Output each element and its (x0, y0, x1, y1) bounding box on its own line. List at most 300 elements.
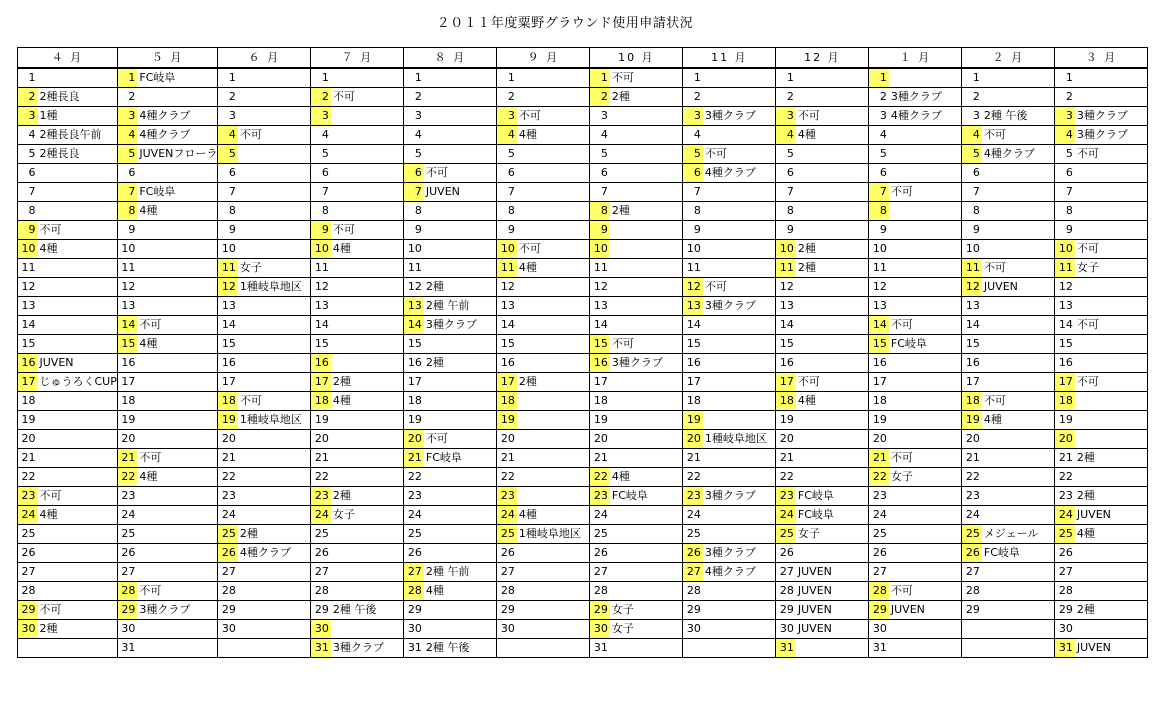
booking-cell[interactable] (889, 297, 962, 316)
day-number-cell[interactable]: 16 (962, 354, 982, 373)
booking-cell[interactable]: JUVEN (889, 601, 962, 620)
booking-cell[interactable] (238, 430, 311, 449)
booking-cell[interactable] (610, 449, 683, 468)
day-number-cell[interactable]: 18 (218, 392, 238, 411)
day-number-cell[interactable]: 30 (776, 620, 796, 639)
day-number-cell[interactable]: 7 (1055, 183, 1075, 202)
booking-cell[interactable] (517, 601, 590, 620)
booking-cell[interactable] (889, 639, 962, 658)
day-number-cell[interactable]: 18 (117, 392, 137, 411)
day-number-cell[interactable]: 13 (218, 297, 238, 316)
day-number-cell[interactable]: 26 (776, 544, 796, 563)
day-number-cell[interactable]: 27 (683, 563, 703, 582)
day-number-cell[interactable]: 30 (18, 620, 38, 639)
booking-cell[interactable] (1075, 183, 1148, 202)
day-number-cell[interactable]: 7 (962, 183, 982, 202)
day-number-cell[interactable]: 3 (218, 107, 238, 126)
day-number-cell[interactable]: 30 (497, 620, 517, 639)
day-number-cell[interactable]: 23 (311, 487, 331, 506)
booking-cell[interactable]: 3種クラブ (610, 354, 683, 373)
booking-cell[interactable]: JUVENフローラ (137, 145, 218, 164)
booking-cell[interactable] (1075, 563, 1148, 582)
day-number-cell[interactable]: 15 (869, 335, 889, 354)
booking-cell[interactable] (424, 506, 497, 525)
day-number-cell[interactable]: 10 (776, 240, 796, 259)
booking-cell[interactable] (982, 468, 1055, 487)
booking-cell[interactable] (796, 639, 869, 658)
day-number-cell[interactable]: 18 (869, 392, 889, 411)
day-number-cell[interactable]: 16 (1055, 354, 1075, 373)
day-number-cell[interactable]: 22 (1055, 468, 1075, 487)
booking-cell[interactable] (238, 620, 311, 639)
booking-cell[interactable]: 不可 (38, 601, 118, 620)
booking-cell[interactable] (703, 392, 776, 411)
day-number-cell[interactable]: 4 (869, 126, 889, 145)
booking-cell[interactable] (517, 430, 590, 449)
day-number-cell[interactable]: 4 (683, 126, 703, 145)
booking-cell[interactable] (610, 316, 683, 335)
day-number-cell[interactable]: 5 (776, 145, 796, 164)
booking-cell[interactable]: 4種 (137, 335, 218, 354)
booking-cell[interactable] (137, 563, 218, 582)
day-number-cell[interactable]: 9 (1055, 221, 1075, 240)
booking-cell[interactable] (517, 487, 590, 506)
booking-cell[interactable] (238, 145, 311, 164)
booking-cell[interactable]: 4種 (517, 126, 590, 145)
day-number-cell[interactable]: 6 (404, 164, 424, 183)
booking-cell[interactable]: 2種 (424, 278, 497, 297)
booking-cell[interactable] (517, 544, 590, 563)
booking-cell[interactable] (1075, 430, 1148, 449)
booking-cell[interactable] (610, 297, 683, 316)
booking-cell[interactable]: 不可 (238, 392, 311, 411)
day-number-cell[interactable]: 31 (404, 639, 424, 658)
booking-cell[interactable] (703, 240, 776, 259)
day-number-cell[interactable]: 27 (18, 563, 38, 582)
day-number-cell[interactable]: 23 (869, 487, 889, 506)
day-number-cell[interactable]: 13 (1055, 297, 1075, 316)
booking-cell[interactable] (796, 297, 869, 316)
day-number-cell[interactable]: 28 (311, 582, 331, 601)
day-number-cell[interactable]: 10 (869, 240, 889, 259)
booking-cell[interactable] (331, 468, 404, 487)
booking-cell[interactable]: JUVEN (796, 601, 869, 620)
day-number-cell[interactable]: 20 (683, 430, 703, 449)
day-number-cell[interactable]: 17 (117, 373, 137, 392)
day-number-cell[interactable]: 16 (497, 354, 517, 373)
day-number-cell[interactable]: 11 (117, 259, 137, 278)
booking-cell[interactable] (331, 316, 404, 335)
day-number-cell[interactable]: 24 (869, 506, 889, 525)
day-number-cell[interactable]: 3 (1055, 107, 1075, 126)
day-number-cell[interactable]: 11 (962, 259, 982, 278)
booking-cell[interactable] (238, 316, 311, 335)
day-number-cell[interactable]: 28 (776, 582, 796, 601)
booking-cell[interactable]: 不可 (889, 183, 962, 202)
day-number-cell[interactable]: 24 (1055, 506, 1075, 525)
booking-cell[interactable] (331, 259, 404, 278)
booking-cell[interactable] (424, 544, 497, 563)
booking-cell[interactable] (703, 126, 776, 145)
day-number-cell[interactable]: 26 (962, 544, 982, 563)
booking-cell[interactable] (796, 468, 869, 487)
day-number-cell[interactable]: 7 (404, 183, 424, 202)
day-number-cell[interactable]: 29 (311, 601, 331, 620)
day-number-cell[interactable]: 16 (311, 354, 331, 373)
booking-cell[interactable] (982, 487, 1055, 506)
booking-cell[interactable] (982, 68, 1055, 88)
day-number-cell[interactable]: 27 (218, 563, 238, 582)
day-number-cell[interactable]: 12 (1055, 278, 1075, 297)
day-number-cell[interactable]: 24 (117, 506, 137, 525)
day-number-cell[interactable]: 23 (497, 487, 517, 506)
day-number-cell[interactable]: 23 (962, 487, 982, 506)
booking-cell[interactable]: 不可 (331, 221, 404, 240)
booking-cell[interactable] (331, 164, 404, 183)
booking-cell[interactable] (796, 430, 869, 449)
day-number-cell[interactable]: 1 (683, 68, 703, 88)
booking-cell[interactable]: 4種 (331, 392, 404, 411)
day-number-cell[interactable]: 22 (404, 468, 424, 487)
day-number-cell[interactable]: 23 (218, 487, 238, 506)
booking-cell[interactable] (238, 183, 311, 202)
day-number-cell[interactable]: 1 (117, 68, 137, 88)
booking-cell[interactable]: 女子 (610, 620, 683, 639)
booking-cell[interactable] (610, 373, 683, 392)
booking-cell[interactable] (331, 411, 404, 430)
booking-cell[interactable]: 2種 (1075, 601, 1148, 620)
booking-cell[interactable] (889, 373, 962, 392)
booking-cell[interactable]: 4種クラブ (889, 107, 962, 126)
booking-cell[interactable]: 1種岐阜地区 (238, 411, 311, 430)
booking-cell[interactable] (982, 601, 1055, 620)
day-number-cell[interactable]: 9 (683, 221, 703, 240)
day-number-cell[interactable]: 24 (962, 506, 982, 525)
day-number-cell[interactable]: 12 (18, 278, 38, 297)
booking-cell[interactable]: メジェール (982, 525, 1055, 544)
day-number-cell[interactable]: 10 (218, 240, 238, 259)
day-number-cell[interactable]: 1 (311, 68, 331, 88)
day-number-cell[interactable]: 1 (497, 68, 517, 88)
booking-cell[interactable]: 不可 (517, 107, 590, 126)
day-number-cell[interactable]: 31 (1055, 639, 1075, 658)
booking-cell[interactable] (796, 145, 869, 164)
day-number-cell[interactable]: 3 (18, 107, 38, 126)
booking-cell[interactable]: 女子 (610, 601, 683, 620)
day-number-cell[interactable]: 10 (117, 240, 137, 259)
booking-cell[interactable] (796, 411, 869, 430)
booking-cell[interactable] (982, 563, 1055, 582)
day-number-cell[interactable]: 3 (404, 107, 424, 126)
booking-cell[interactable] (982, 430, 1055, 449)
day-number-cell[interactable]: 23 (683, 487, 703, 506)
day-number-cell[interactable]: 18 (776, 392, 796, 411)
booking-cell[interactable]: 女子 (238, 259, 311, 278)
day-number-cell[interactable]: 8 (590, 202, 610, 221)
day-number-cell[interactable]: 8 (18, 202, 38, 221)
booking-cell[interactable] (517, 392, 590, 411)
day-number-cell[interactable]: 16 (683, 354, 703, 373)
booking-cell[interactable] (1075, 392, 1148, 411)
booking-cell[interactable] (331, 563, 404, 582)
booking-cell[interactable] (517, 88, 590, 107)
booking-cell[interactable] (610, 145, 683, 164)
day-number-cell[interactable]: 15 (1055, 335, 1075, 354)
day-number-cell[interactable]: 8 (497, 202, 517, 221)
day-number-cell[interactable]: 26 (683, 544, 703, 563)
day-number-cell[interactable]: 24 (311, 506, 331, 525)
day-number-cell[interactable]: 10 (497, 240, 517, 259)
booking-cell[interactable] (331, 544, 404, 563)
day-number-cell[interactable]: 8 (404, 202, 424, 221)
day-number-cell[interactable]: 27 (117, 563, 137, 582)
booking-cell[interactable]: じゅうろくCUP (38, 373, 118, 392)
day-number-cell[interactable]: 12 (590, 278, 610, 297)
day-number-cell[interactable]: 6 (776, 164, 796, 183)
day-number-cell[interactable]: 19 (683, 411, 703, 430)
booking-cell[interactable] (796, 183, 869, 202)
booking-cell[interactable] (796, 88, 869, 107)
booking-cell[interactable] (238, 221, 311, 240)
day-number-cell[interactable]: 27 (776, 563, 796, 582)
day-number-cell[interactable]: 15 (962, 335, 982, 354)
day-number-cell[interactable]: 14 (776, 316, 796, 335)
booking-cell[interactable] (331, 107, 404, 126)
booking-cell[interactable] (982, 582, 1055, 601)
day-number-cell[interactable]: 12 (497, 278, 517, 297)
booking-cell[interactable] (424, 468, 497, 487)
booking-cell[interactable] (331, 278, 404, 297)
day-number-cell[interactable]: 25 (962, 525, 982, 544)
day-number-cell[interactable]: 2 (776, 88, 796, 107)
booking-cell[interactable] (38, 392, 118, 411)
day-number-cell[interactable]: 29 (1055, 601, 1075, 620)
day-number-cell[interactable]: 31 (117, 639, 137, 658)
day-number-cell[interactable]: 5 (18, 145, 38, 164)
day-number-cell[interactable]: 25 (18, 525, 38, 544)
booking-cell[interactable]: 女子 (331, 506, 404, 525)
booking-cell[interactable] (796, 449, 869, 468)
day-number-cell[interactable]: 14 (18, 316, 38, 335)
day-number-cell[interactable]: 30 (1055, 620, 1075, 639)
booking-cell[interactable]: 3種クラブ (137, 601, 218, 620)
day-number-cell[interactable]: 25 (311, 525, 331, 544)
booking-cell[interactable] (982, 335, 1055, 354)
booking-cell[interactable]: 不可 (982, 126, 1055, 145)
day-number-cell[interactable]: 1 (218, 68, 238, 88)
day-number-cell[interactable]: 8 (683, 202, 703, 221)
day-number-cell[interactable]: 12 (683, 278, 703, 297)
booking-cell[interactable] (1075, 582, 1148, 601)
day-number-cell[interactable]: 4 (962, 126, 982, 145)
booking-cell[interactable]: 2種 午後 (982, 107, 1055, 126)
booking-cell[interactable] (889, 430, 962, 449)
booking-cell[interactable] (796, 221, 869, 240)
day-number-cell[interactable]: 19 (1055, 411, 1075, 430)
day-number-cell[interactable]: 25 (869, 525, 889, 544)
booking-cell[interactable] (796, 278, 869, 297)
booking-cell[interactable] (424, 221, 497, 240)
booking-cell[interactable]: 不可 (796, 107, 869, 126)
day-number-cell[interactable]: 12 (117, 278, 137, 297)
day-number-cell[interactable]: 15 (497, 335, 517, 354)
day-number-cell[interactable]: 3 (311, 107, 331, 126)
booking-cell[interactable]: 2種 (610, 202, 683, 221)
day-number-cell[interactable]: 21 (218, 449, 238, 468)
booking-cell[interactable]: 不可 (703, 278, 776, 297)
booking-cell[interactable] (703, 525, 776, 544)
booking-cell[interactable] (424, 373, 497, 392)
day-number-cell[interactable]: 19 (18, 411, 38, 430)
booking-cell[interactable] (610, 544, 683, 563)
day-number-cell[interactable]: 8 (962, 202, 982, 221)
booking-cell[interactable]: 4種 (517, 506, 590, 525)
day-number-cell[interactable]: 22 (869, 468, 889, 487)
booking-cell[interactable] (889, 392, 962, 411)
day-number-cell[interactable]: 27 (590, 563, 610, 582)
day-number-cell[interactable]: 18 (497, 392, 517, 411)
booking-cell[interactable]: 3種クラブ (424, 316, 497, 335)
day-number-cell[interactable]: 8 (218, 202, 238, 221)
booking-cell[interactable] (889, 259, 962, 278)
day-number-cell[interactable]: 17 (18, 373, 38, 392)
booking-cell[interactable] (517, 202, 590, 221)
day-number-cell[interactable]: 26 (869, 544, 889, 563)
day-number-cell[interactable]: 19 (962, 411, 982, 430)
day-number-cell[interactable]: 1 (1055, 68, 1075, 88)
day-number-cell[interactable]: 14 (404, 316, 424, 335)
booking-cell[interactable] (331, 525, 404, 544)
booking-cell[interactable]: 2種 (796, 240, 869, 259)
day-number-cell[interactable]: 13 (683, 297, 703, 316)
booking-cell[interactable] (1075, 411, 1148, 430)
day-number-cell[interactable]: 28 (18, 582, 38, 601)
booking-cell[interactable]: 3種クラブ (1075, 107, 1148, 126)
day-number-cell[interactable]: 6 (18, 164, 38, 183)
day-number-cell[interactable]: 19 (869, 411, 889, 430)
booking-cell[interactable]: 4種クラブ (137, 107, 218, 126)
booking-cell[interactable] (238, 506, 311, 525)
booking-cell[interactable] (982, 240, 1055, 259)
booking-cell[interactable] (703, 259, 776, 278)
day-number-cell[interactable]: 29 (117, 601, 137, 620)
booking-cell[interactable] (889, 202, 962, 221)
day-number-cell[interactable]: 30 (218, 620, 238, 639)
booking-cell[interactable]: 不可 (137, 582, 218, 601)
booking-cell[interactable]: 2種 午前 (424, 297, 497, 316)
booking-cell[interactable] (238, 240, 311, 259)
day-number-cell[interactable]: 16 (776, 354, 796, 373)
day-number-cell[interactable]: 4 (311, 126, 331, 145)
day-number-cell[interactable]: 11 (1055, 259, 1075, 278)
booking-cell[interactable] (703, 316, 776, 335)
day-number-cell[interactable]: 20 (869, 430, 889, 449)
booking-cell[interactable] (703, 468, 776, 487)
booking-cell[interactable] (331, 145, 404, 164)
booking-cell[interactable] (703, 68, 776, 88)
booking-cell[interactable] (517, 316, 590, 335)
day-number-cell[interactable]: 31 (311, 639, 331, 658)
booking-cell[interactable] (796, 544, 869, 563)
booking-cell[interactable]: 2種 (610, 88, 683, 107)
day-number-cell[interactable]: 20 (18, 430, 38, 449)
booking-cell[interactable] (137, 259, 218, 278)
day-number-cell[interactable]: 6 (962, 164, 982, 183)
booking-cell[interactable] (610, 221, 683, 240)
day-number-cell[interactable]: 14 (117, 316, 137, 335)
booking-cell[interactable] (982, 183, 1055, 202)
day-number-cell[interactable]: 9 (962, 221, 982, 240)
day-number-cell[interactable]: 24 (18, 506, 38, 525)
booking-cell[interactable] (424, 525, 497, 544)
booking-cell[interactable] (610, 164, 683, 183)
day-number-cell[interactable]: 15 (18, 335, 38, 354)
day-number-cell[interactable] (218, 639, 238, 658)
booking-cell[interactable]: FC岐阜 (796, 487, 869, 506)
day-number-cell[interactable]: 11 (869, 259, 889, 278)
booking-cell[interactable] (982, 506, 1055, 525)
booking-cell[interactable] (137, 88, 218, 107)
booking-cell[interactable] (38, 183, 118, 202)
day-number-cell[interactable]: 25 (776, 525, 796, 544)
day-number-cell[interactable]: 10 (590, 240, 610, 259)
day-number-cell[interactable]: 25 (404, 525, 424, 544)
day-number-cell[interactable]: 1 (962, 68, 982, 88)
booking-cell[interactable]: 1種岐阜地区 (517, 525, 590, 544)
booking-cell[interactable] (38, 411, 118, 430)
day-number-cell[interactable]: 26 (590, 544, 610, 563)
booking-cell[interactable] (331, 449, 404, 468)
booking-cell[interactable] (982, 202, 1055, 221)
day-number-cell[interactable]: 23 (117, 487, 137, 506)
day-number-cell[interactable]: 1 (590, 68, 610, 88)
day-number-cell[interactable]: 1 (776, 68, 796, 88)
day-number-cell[interactable]: 21 (18, 449, 38, 468)
day-number-cell[interactable]: 21 (404, 449, 424, 468)
day-number-cell[interactable]: 23 (590, 487, 610, 506)
booking-cell[interactable] (331, 582, 404, 601)
day-number-cell[interactable]: 19 (776, 411, 796, 430)
booking-cell[interactable] (982, 354, 1055, 373)
booking-cell[interactable] (238, 164, 311, 183)
day-number-cell[interactable]: 17 (869, 373, 889, 392)
booking-cell[interactable] (1075, 620, 1148, 639)
day-number-cell[interactable]: 3 (869, 107, 889, 126)
booking-cell[interactable] (331, 354, 404, 373)
day-number-cell[interactable]: 2 (1055, 88, 1075, 107)
day-number-cell[interactable]: 11 (311, 259, 331, 278)
booking-cell[interactable] (517, 183, 590, 202)
day-number-cell[interactable]: 11 (18, 259, 38, 278)
day-number-cell[interactable]: 19 (404, 411, 424, 430)
booking-cell[interactable] (238, 487, 311, 506)
booking-cell[interactable] (889, 411, 962, 430)
booking-cell[interactable]: 1種岐阜地区 (238, 278, 311, 297)
day-number-cell[interactable]: 14 (218, 316, 238, 335)
booking-cell[interactable]: JUVEN (796, 563, 869, 582)
booking-cell[interactable] (889, 544, 962, 563)
booking-cell[interactable]: 不可 (796, 373, 869, 392)
day-number-cell[interactable]: 21 (497, 449, 517, 468)
day-number-cell[interactable]: 3 (590, 107, 610, 126)
booking-cell[interactable] (238, 297, 311, 316)
booking-cell[interactable]: 不可 (982, 392, 1055, 411)
booking-cell[interactable] (238, 88, 311, 107)
booking-cell[interactable]: FC岐阜 (137, 68, 218, 88)
day-number-cell[interactable]: 7 (590, 183, 610, 202)
day-number-cell[interactable]: 15 (776, 335, 796, 354)
day-number-cell[interactable]: 26 (404, 544, 424, 563)
